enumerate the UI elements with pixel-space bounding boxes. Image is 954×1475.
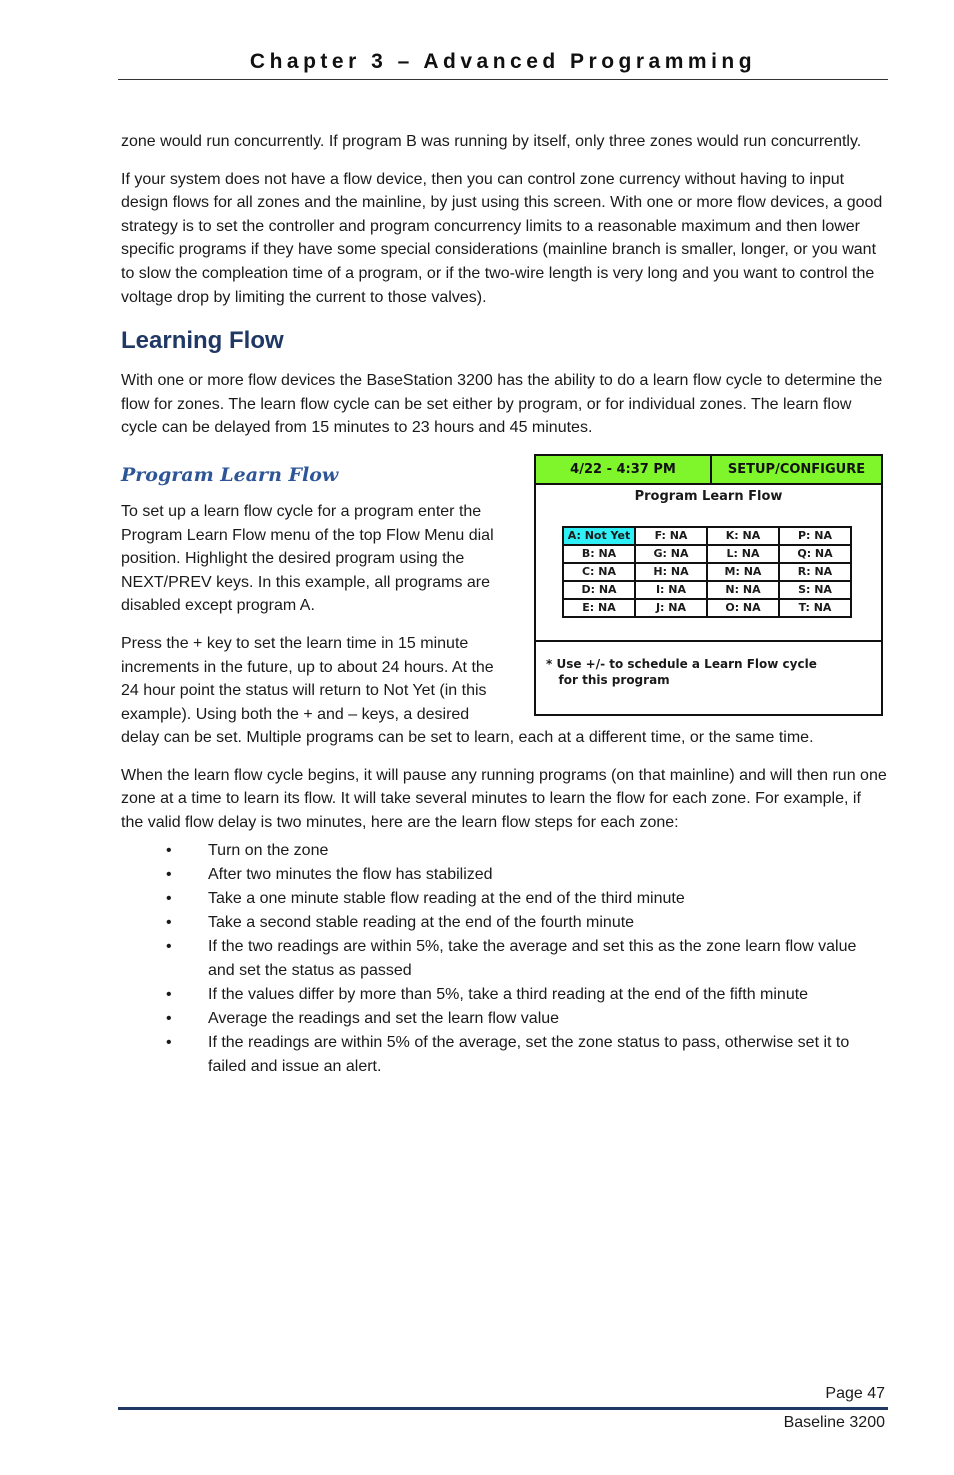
chapter-header: Chapter 3 – Advanced Programming <box>249 50 757 73</box>
learn-flow-intro-text: With one or more flow devices the BaseStation 3200 has the ability to do a learn flow cycle to determine the flow for zones. The learn flow cycle can be set either by program, or for individual zones. The learn flow cycle can be delayed from 15 minutes to 23 hours and 45 minutes. <box>121 372 883 437</box>
grid-cell: H: NA <box>635 563 707 581</box>
page-number: Page 47 <box>825 1385 885 1402</box>
list-item: • Turn on the zone <box>121 839 887 863</box>
screen-status-bar <box>536 456 881 485</box>
grid-cell: J: NA <box>635 599 707 617</box>
grid-cell: F: NA <box>635 527 707 545</box>
grid-cell: C: NA <box>563 563 635 581</box>
grid-cell: R: NA <box>779 563 851 581</box>
grid-cell: Q: NA <box>779 545 851 563</box>
grid-row <box>563 545 851 563</box>
screen-datetime: 4/22 - 4:37 PM <box>536 456 712 483</box>
screen-instruction-note: * Use +/- to schedule a Learn Flow cycle for this program <box>546 656 817 687</box>
paragraph-concurrency-intro: zone would run concurrently. If program B was running by itself, only three zones would run concurrently. <box>121 133 862 150</box>
grid-row <box>563 563 851 581</box>
list-item: • If the values differ by more than 5%, take a third reading at the end of the fifth minute <box>121 983 887 1007</box>
grid-row <box>563 581 851 599</box>
grid-cell-selected: A: Not Yet <box>563 527 635 545</box>
paragraph-learn-time: Press the + key to set the learn time in 15 minute increments in the future, up to about 24 hours. At the 24 hour point the status will return to Not Yet (in this example). Using both the + and – keys, a desired delay can be set. Multiple programs can be set to learn, each at a different time, or the same time. <box>121 634 814 747</box>
grid-cell: K: NA <box>707 527 779 545</box>
controller-screen-figure <box>534 454 883 716</box>
grid-row <box>563 527 851 545</box>
list-item: • If the readings are within 5% of the average, set the zone status to pass, otherwise set it to failed and issue an alert. <box>121 1031 887 1078</box>
grid-cell: G: NA <box>635 545 707 563</box>
list-item: • Take a second stable reading at the end of the fourth minute <box>121 911 887 935</box>
screen-mode-label: SETUP/CONFIGURE <box>712 456 881 483</box>
list-item: • Take a one minute stable flow reading at the end of the third minute <box>121 887 887 911</box>
section-heading-learning-flow: Learning Flow <box>121 327 284 355</box>
page-body <box>121 130 887 1079</box>
grid-cell: D: NA <box>563 581 635 599</box>
footer-divider <box>118 1407 888 1410</box>
program-status-grid <box>562 526 852 618</box>
list-item: • If the two readings are within 5%, take the average and set this as the zone learn flow value and set the status as passed <box>121 935 887 982</box>
grid-cell: S: NA <box>779 581 851 599</box>
grid-row <box>563 599 851 617</box>
grid-cell: E: NA <box>563 599 635 617</box>
product-name: Baseline 3200 <box>783 1414 885 1431</box>
screen-divider <box>536 640 881 642</box>
grid-cell: B: NA <box>563 545 635 563</box>
header-divider <box>118 79 888 80</box>
paragraph-program-learn-flow-setup: To set up a learn flow cycle for a program enter the Program Learn Flow menu of the top Flow Menu dial position. Highlight the desired program using the NEXT/PREV keys. In this example, all programs are disabled except program A. <box>121 502 494 615</box>
grid-cell: L: NA <box>707 545 779 563</box>
grid-cell: N: NA <box>707 581 779 599</box>
grid-cell: P: NA <box>779 527 851 545</box>
grid-cell: O: NA <box>707 599 779 617</box>
grid-cell: T: NA <box>779 599 851 617</box>
paragraph-flow-device-strategy: If your system does not have a flow device, then you can control zone currency without having to input design flows for all zones and the mainline, by just using this screen. With one or more flow devices, a good strategy is to set the controller and program concurrency limits to a reasonable maximum and then lower specific programs if they have some special considerations (mainline branch is smaller, longer, or you want to slow the compleation time of a program, or if the two-wire length is very long and you want to control the voltage drop by limiting the current to those valves). <box>121 170 883 306</box>
learn-flow-steps-list <box>121 839 887 1078</box>
list-item: • After two minutes the flow has stabilized <box>121 863 887 887</box>
screen-title: Program Learn Flow <box>634 488 783 504</box>
subsection-heading-program-learn-flow: Program Learn Flow <box>121 463 339 486</box>
paragraph-learn-cycle-behavior: When the learn flow cycle begins, it will pause any running programs (on that mainline) and will then run one zone at a time to learn its flow. It will take several minutes to learn the flow for each zone. For example, if the valid flow delay is two minutes, here are the learn flow steps for each zone: <box>121 766 887 832</box>
list-item: • Average the readings and set the learn flow value <box>121 1007 887 1031</box>
grid-cell: M: NA <box>707 563 779 581</box>
grid-cell: I: NA <box>635 581 707 599</box>
paragraph-learn-flow-intro <box>121 369 887 440</box>
